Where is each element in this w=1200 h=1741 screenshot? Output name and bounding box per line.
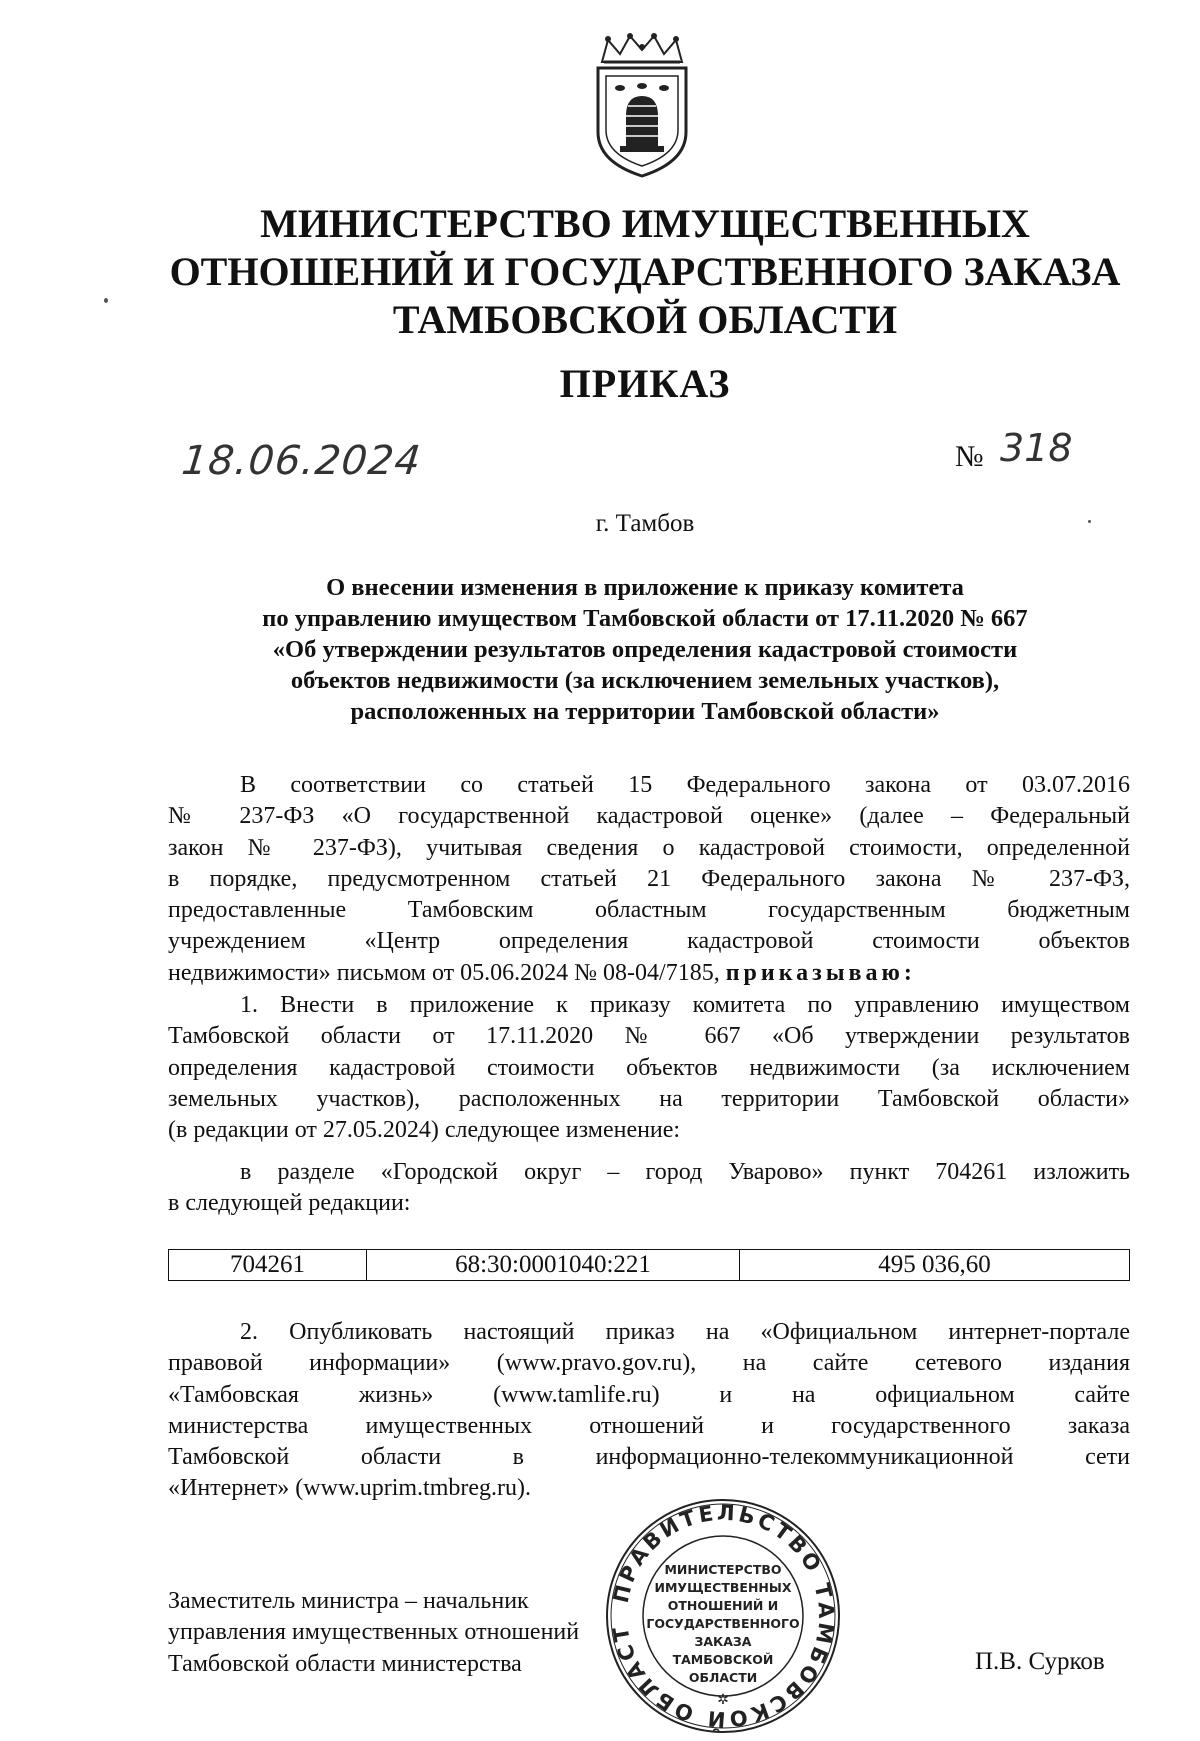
position-line: Заместитель министра – начальник <box>168 1588 529 1614</box>
table-cell-item: 704261 <box>169 1250 367 1281</box>
text-line: предоставленные Тамбовским областным государственным бюджетным <box>168 897 1130 924</box>
seal-inner-line: ОБЛАСТИ <box>688 1670 758 1685</box>
subject-line: О внесении изменения в приложение к приказу комитета <box>326 574 964 601</box>
seal-inner-line: ГОСУДАРСТВЕННОГО <box>646 1616 800 1631</box>
table-row <box>169 1250 1130 1281</box>
ministry-name-line: ТАМБОВСКОЙ ОБЛАСТИ <box>392 297 898 342</box>
seal-inner-line: МИНИСТЕРСТВО <box>664 1562 782 1577</box>
subject-line: объектов недвижимости (за исключением земельных участков), <box>290 667 1000 694</box>
signatory-position <box>168 1586 579 1680</box>
text-line: определения кадастровой стоимости объектов недвижимости (за исключением <box>168 1054 1130 1081</box>
seal-star-icon: ✲ <box>717 1693 729 1708</box>
text-line <box>168 958 1130 989</box>
seal-inner-line: ИМУЩЕСТВЕННЫХ <box>654 1580 792 1595</box>
text-line: закон № 237-ФЗ), учитывая сведения о кадастровой стоимости, определенной <box>168 834 1130 861</box>
seal-inner-line: ТАМБОВСКОЙ <box>672 1652 774 1667</box>
scan-speck <box>1088 520 1091 523</box>
order-subject <box>180 572 1110 727</box>
text-line: В соответствии со статьей 15 Федерального закона от 03.07.2016 <box>240 772 1130 798</box>
official-seal <box>603 1496 843 1736</box>
text-line: министерства имущественных отношений и государственного заказа <box>168 1412 1130 1439</box>
document-title: ПРИКАЗ <box>559 361 731 406</box>
text-line: 2. Опубликовать настоящий приказ на «Официальном интернет-портале <box>240 1319 1130 1345</box>
text-line: Тамбовской области от 17.11.2020 № 667 «Об утверждении результатов <box>168 1023 1130 1050</box>
text-line: № 237-ФЗ «О государственной кадастровой оценке» (далее – Федеральный <box>168 803 1130 830</box>
order-date-handwritten: 18.06.2024 <box>179 438 424 484</box>
position-line: Тамбовской области министерства <box>168 1650 522 1677</box>
order-word: приказываю: <box>725 959 916 986</box>
coat-of-arms-emblem <box>582 32 702 182</box>
text-line: 1. Внести в приложение к приказу комитета по управлению имуществом <box>240 992 1130 1018</box>
subject-line: «Об утверждении результатов определения кадастровой стоимости <box>272 636 1018 663</box>
seal-outer-text: ПРАВИТЕЛЬСТВО ТАМБОВСКОЙ ОБЛАСТ <box>608 1500 839 1732</box>
position-line: управления имущественных отношений <box>168 1619 580 1646</box>
text-line: в порядке, предусмотренном статьей 21 Федерального закона № 237-ФЗ, <box>168 865 1130 892</box>
cadastral-value-table <box>168 1249 1130 1281</box>
table-cell-value: 495 036,60 <box>740 1250 1130 1281</box>
text-line: земельных участков), расположенных на территории Тамбовской области» <box>168 1085 1130 1112</box>
item-1-paragraph <box>168 990 1130 1146</box>
text-fragment: недвижимости» письмом от 05.06.2024 № 08-04/7185, <box>168 959 720 986</box>
text-line: «Интернет» (www.uprim.tmbreg.ru). <box>168 1475 532 1502</box>
text-line: в разделе «Городской округ – город Уварово» пункт 704261 изложить <box>240 1159 1130 1185</box>
preamble-paragraph <box>168 770 1130 989</box>
text-line: учреждением «Центр определения кадастровой стоимости объектов <box>168 928 1130 955</box>
seal-inner-line: ОТНОШЕНИЙ И <box>667 1598 779 1613</box>
seal-inner-line: ЗАКАЗА <box>694 1634 752 1649</box>
scan-speck <box>104 298 108 303</box>
city: г. Тамбов <box>595 510 695 537</box>
text-line: правовой информации» (www.pravo.gov.ru), на сайте сетевого издания <box>168 1350 1130 1377</box>
subject-line: расположенных на территории Тамбовской области» <box>350 698 940 725</box>
text-line: в следующей редакции: <box>168 1190 411 1217</box>
order-number-handwritten: 318 <box>1000 426 1073 470</box>
subject-line: по управлению имуществом Тамбовской области от 17.11.2020 № 667 <box>262 605 1028 632</box>
ministry-name-line: МИНИСТЕРСТВО ИМУЩЕСТВЕННЫХ <box>260 201 1030 246</box>
signatory-name: П.В. Сурков <box>975 1648 1105 1675</box>
text-line: Тамбовской области в информационно-телекоммуникационной сети <box>168 1444 1130 1471</box>
ministry-name <box>150 200 1140 344</box>
table-cell-cadastral-number: 68:30:0001040:221 <box>367 1250 740 1281</box>
text-line: «Тамбовская жизнь» (www.tamlife.ru) и на официальном сайте <box>168 1381 1130 1408</box>
number-sign: № <box>955 440 984 473</box>
item-2-paragraph <box>168 1317 1130 1505</box>
ministry-name-line: ОТНОШЕНИЙ И ГОСУДАРСТВЕННОГО ЗАКАЗА <box>169 249 1121 294</box>
text-line: (в редакции от 27.05.2024) следующее изменение: <box>168 1117 681 1144</box>
section-paragraph <box>168 1157 1130 1220</box>
